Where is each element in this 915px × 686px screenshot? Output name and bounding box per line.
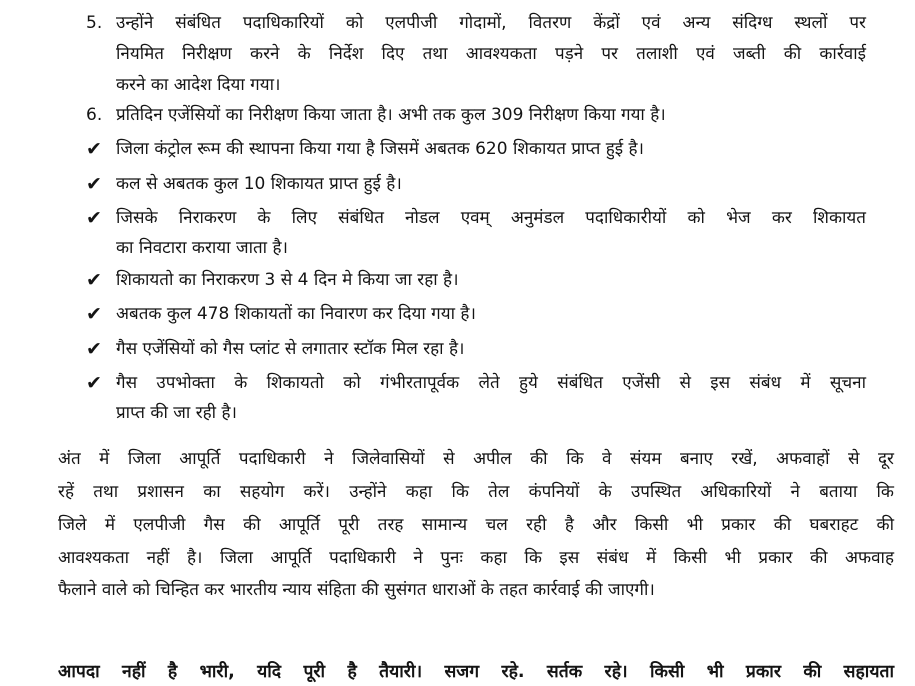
paragraph-line: रहें तथा प्रशासन का सहयोग करें। उन्होंने कहा कि तेल कंपनियों के उपस्थित अधिकारियों ने बताया कि xyxy=(58,482,894,502)
paragraph-line: जिले में एलपीजी गैस की आपूर्ति पूरी तरह सामान्य चल रही है और किसी भी प्रकार की घबराहट की xyxy=(58,515,894,535)
check-item-line: जिला कंट्रोल रूम की स्थापना किया गया है जिसमें अबतक 620 शिकायत प्राप्त हुई है। xyxy=(116,139,644,159)
checkmark-icon: ✔ xyxy=(86,173,102,195)
check-item-line: गैस उपभोक्ता के शिकायतो को गंभीरतापूर्वक लेते हुये संबंधित एजेंसी से इस संबंध में सूचना xyxy=(116,373,866,393)
checkmark-icon: ✔ xyxy=(86,338,102,360)
paragraph-line: आवश्यकता नहीं है। जिला आपूर्ति पदाधिकारी ने पुनः कहा कि इस संबंध में किसी भी प्रकार की अफवाह xyxy=(58,548,894,568)
checkmark-icon: ✔ xyxy=(86,372,102,394)
check-item-line: शिकायतो का निराकरण 3 से 4 दिन मे किया जा रहा है। xyxy=(116,270,459,290)
item-5-line-2: नियमित निरीक्षण करने के निर्देश दिए तथा आवश्यकता पड़ने पर तलाशी एवं जब्ती की कार्रवाई xyxy=(116,44,866,64)
checkmark-icon: ✔ xyxy=(86,207,102,229)
checkmark-icon: ✔ xyxy=(86,138,102,160)
item-5-line-3: करने का आदेश दिया गया। xyxy=(116,75,281,95)
check-item-line: गैस एजेंसियों को गैस प्लांट से लगातार स्टॉक मिल रहा है। xyxy=(116,339,465,359)
check-item-line: कल से अबतक कुल 10 शिकायत प्राप्त हुई है। xyxy=(116,174,402,194)
checkmark-icon: ✔ xyxy=(86,303,102,325)
checkmark-icon: ✔ xyxy=(86,269,102,291)
item-number: 6. xyxy=(86,105,103,125)
slogan-line: आपदा नहीं है भारी, यदि पूरी है तैयारी। सजग रहे. सर्तक रहे। किसी भी प्रकार की सहायता xyxy=(58,662,894,682)
check-item-line: अबतक कुल 478 शिकायतों का निवारण कर दिया गया है। xyxy=(116,304,476,324)
item-5-line-1: उन्होंने संबंधित पदाधिकारियों को एलपीजी गोदामों, वितरण केंद्रों एवं अन्य संदिग्ध स्थलों पर xyxy=(116,13,866,33)
check-item-line: का निवटारा कराया जाता है। xyxy=(116,238,288,258)
paragraph-line: फैलाने वाले को चिन्हित कर भारतीय न्याय संहिता की सुसंगत धाराओं के तहत कार्रवाई की जाएगी। xyxy=(58,580,655,600)
paragraph-line: अंत में जिला आपूर्ति पदाधिकारी ने जिलेवासियों से अपील की कि वे संयम बनाए रखें, अफवाहों से दूर xyxy=(58,449,894,469)
check-item-line: प्राप्त की जा रही है। xyxy=(116,403,237,423)
check-item-line: जिसके निराकरण के लिए संबंधित नोडल एवम् अनुमंडल पदाधिकारीयों को भेज कर शिकायत xyxy=(116,208,866,228)
item-number: 5. xyxy=(86,13,103,33)
item-6-line-1: प्रतिदिन एजेंसियों का निरीक्षण किया जाता है। अभी तक कुल 309 निरीक्षण किया गया है। xyxy=(116,105,666,125)
